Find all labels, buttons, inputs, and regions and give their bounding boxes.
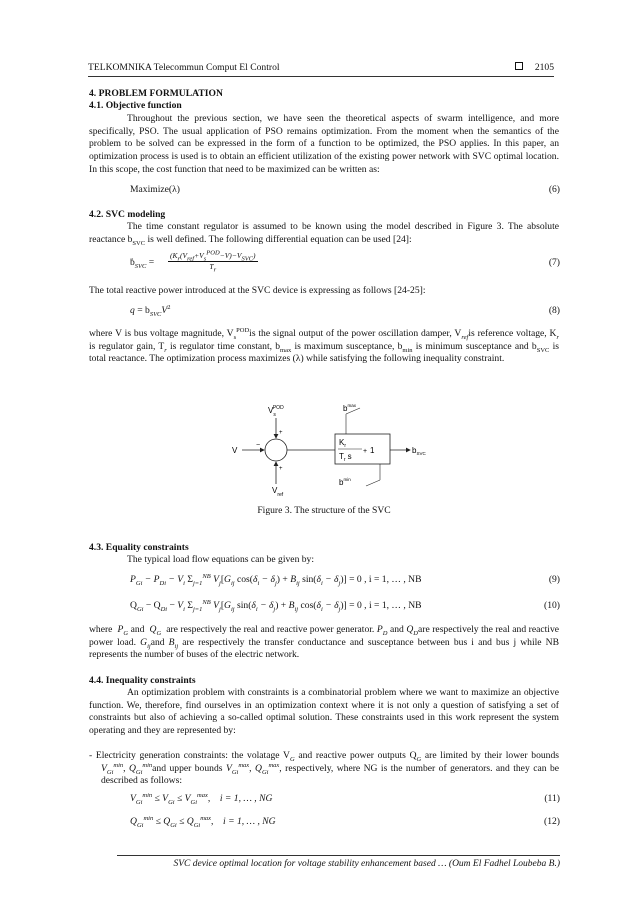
b-max-label: $b^{max}$ [343, 403, 356, 413]
v-ref-label: $V_{ref}$ [272, 486, 284, 498]
subsection-title-4-1: 4.1. Objective function [89, 100, 182, 111]
equation-8-number: (8) [548, 305, 560, 316]
subsection-title-4-4: 4.4. Inequality constraints [89, 675, 196, 686]
equation-12-number: (12) [544, 816, 560, 827]
equation-12-range: i = 1, … , NG [223, 816, 276, 827]
svc-structure-diagram [220, 398, 440, 498]
paragraph-load-flow-intro: The typical load flow equations can be given by: [127, 554, 315, 565]
b-min-slash [366, 480, 380, 486]
minus-left-sign: − [256, 442, 261, 449]
equation-12: $Q_{Gi}^{min} \le Q_{Gi} \le Q_{Gi}^{max}$, i = 1, … , NG (12) [130, 814, 560, 829]
equation-11-range: i = 1, … , NG [219, 793, 273, 804]
summing-junction [265, 439, 287, 461]
page-number: 2105 [534, 62, 554, 73]
v-input-label: V [232, 446, 238, 455]
equation-7-number: (7) [548, 257, 560, 268]
paragraph-objective-function: Throughout the previous section, we have seen the theoretical aspects of swarm intelligence, and more specifically, PSO. The usual application of PSO remains optimization. From the moment when the semantics of the problem to be solved can be expressed in the form of a function to be optimized, the PSO applies. In this paper, an optimization process is used is to obtain an efficient utilization of the existing power network with SVC optimal location. In this scope, the cost function that need to be maximized can be written as: [89, 113, 559, 175]
running-header [88, 62, 554, 77]
paragraph-inequality-constraints: An optimization problem with constraints is a combinatorial problem where we want to maximize an objective function. We, therefore, find ourselves in an optimization context where it is not only a question of satisfying a set of constraints but also of achieving a so-called optimal solution. These constraints used in this work represent the system operating and they are represented by: [89, 687, 559, 736]
figure-3-caption: Figure 3. The structure of the SVC [257, 505, 391, 516]
equation-10-number: (10) [544, 600, 560, 611]
page-number-group [515, 62, 554, 75]
equation-10-tail: = 0 , i = 1, … , NB [349, 600, 422, 611]
subsection-title-4-2: 4.2. SVC modeling [89, 209, 166, 220]
paragraph-equality-definitions: where $P_G$ and $Q_G$ are respectively the real and reactive power generator. $P_D$ and $Q_Dare$ respectively the real and reactive power load. $G_{ij}and$ $B_{ij}$ are respectively the transfer conductance and susceptance between bus i and bus j while NB represents the number of buses of the electric network. [89, 624, 560, 661]
equation-7-lhs: ḃ [130, 257, 135, 268]
b-svc-output-label: $b_{SVC}$ [412, 446, 426, 456]
k-r-label: $K_r$ [339, 438, 347, 449]
equation-8: $q = b_{SVC}V^2$ (8) [130, 303, 560, 318]
paragraph-svc-modeling: The time constant regulator is assumed to be known using the model described in Figure 3. The absolute reactance $b_{SVC}$ is well defined. The following differential equation can be used [24]: [89, 221, 559, 247]
equation-9: $P_{Gi} - P_{Di} - V_i$ $\Sigma_{j=1}^{NB}$ $V_j[G_{ij}$ $\cos(\delta_i - \delta_j) + B_{ij}$ $\sin(\delta_i - \delta_j)] = 0$ , i = 1, … , NB (9) [130, 572, 560, 587]
equation-7: ḃ$_{SVC}$ = $(K_r(V_{ref}+V_s^{POD}-V)-V_{SVC})$ $T_r$ (7) [130, 249, 560, 274]
equation-6-number: (6) [548, 184, 560, 195]
equation-11: $V_{Gi}^{min} \le V_{Gi} \le V_{Gi}^{max}$, i = 1, … , NG (11) [130, 791, 560, 806]
b-min-label: $b^{min}$ [339, 477, 351, 487]
paragraph-total-reactive: The total reactive power introduced at the SVC device is expressing as follows [24-25]: [89, 285, 426, 296]
block-plus-sign: + [363, 448, 368, 455]
equation-9-tail: = 0 , i = 1, … , NB [349, 574, 422, 585]
equation-10: $Q_{Gi} - Q_{Di} - V_i$ $\Sigma_{j=1}^{NB}$ $V_j[G_{ij}$ $\sin(\delta_i - \delta_j) + B_{ij}$ $\cos(\delta_i - \delta_j)] = 0$ , i = 1, … , NB (10) [130, 598, 560, 613]
running-footer: SVC device optimal location for voltage stability enhancement based … (Oum El Fadhel Loubeba B.) [117, 855, 560, 871]
equation-11-number: (11) [544, 793, 560, 804]
equation-6-body: Maximize(λ) [130, 184, 180, 195]
v-pod-label: $V_sPOD$ [268, 405, 284, 418]
block-one: 1 [370, 446, 375, 455]
equation-9-number: (9) [548, 574, 560, 585]
subsection-title-4-3: 4.3. Equality constraints [89, 542, 189, 553]
journal-name: TELKOMNIKA Telecommun Comput El Control [88, 62, 280, 73]
section-title: 4. PROBLEM FORMULATION [89, 88, 223, 99]
equation-6 [130, 184, 560, 197]
plus-bottom-sign: + [279, 466, 283, 472]
square-bullet-icon [515, 62, 523, 70]
b-max-slash [346, 408, 360, 414]
equation-7-fraction: $(K_r(V_{ref}+V_s^{POD}-V)-V_{SVC})$ $T_r$ [170, 249, 256, 274]
t-r-s-label: $T_r$ s [339, 452, 352, 463]
bullet-generation-constraints: - Electricity generation constraints: the volatage $V_G$ and reactive power outputs $Q_G$ are limited by their lower bounds $V_{Gi}^{min}$, $Q_{Gi}^{min}and$ upper bounds $V_{Gi}^{max}$, $Q_{Gi}^{max}$, respectively, where NG is the number of generators. and they can be described as follows: [89, 750, 560, 787]
paragraph-variable-definitions: where V is bus voltage magnitude, $V_s^{POD}is$ the signal output of the power oscillation damper, $V_{ref}is$ reference voltage, $K_r$ is regulator gain, $T_r$ is regulator time constant, $b_{max}$ is maximum susceptance, $b_{min}$ is minimum susceptance and $b_{SVC}$ is total reactance. The optimization process maximizes (λ) while satisfying the following inequality constraint. [89, 326, 559, 365]
plus-top-sign: + [279, 430, 283, 436]
